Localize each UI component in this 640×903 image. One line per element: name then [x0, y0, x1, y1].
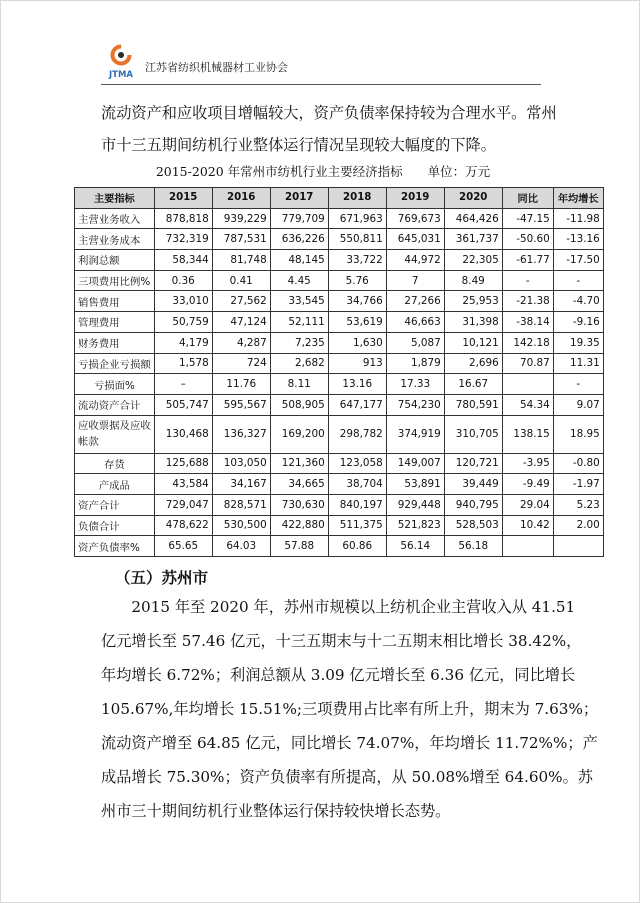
- table-cell: 54.34: [502, 394, 553, 415]
- table-cell: 136,327: [212, 415, 270, 453]
- table-cell: -: [553, 374, 603, 395]
- table-cell: 1,578: [154, 353, 212, 374]
- table-cell: 361,737: [444, 229, 502, 250]
- row-label: 销售费用: [75, 291, 155, 312]
- body-line-6: 成品增长 75.30%；资产负债率有所提高，从 50.08%增至 64.60%。苏: [101, 768, 593, 786]
- table-cell: 671,963: [328, 208, 386, 229]
- table-cell: 22,305: [444, 250, 502, 271]
- table-cell: 125,688: [154, 453, 212, 474]
- table-cell: 478,622: [154, 515, 212, 536]
- logo-text: JTMA: [109, 70, 133, 80]
- table-cell: 732,319: [154, 229, 212, 250]
- row-label: 流动资产合计: [75, 394, 155, 415]
- table-row: [75, 229, 604, 250]
- table-cell: 724: [212, 353, 270, 374]
- table-cell: 780,591: [444, 394, 502, 415]
- table-cell: -47.15: [502, 208, 553, 229]
- table-cell: 940,795: [444, 494, 502, 515]
- table-cell: -4.70: [553, 291, 603, 312]
- table-cell: 636,226: [270, 229, 328, 250]
- table-body: [75, 208, 604, 556]
- table-cell: 10.42: [502, 515, 553, 536]
- table-cell: 310,705: [444, 415, 502, 453]
- body-line-2: 亿元增长至 57.46 亿元，十三五期末与十二五期末相比增长 38.42%，: [101, 632, 582, 650]
- table-cell: 913: [328, 353, 386, 374]
- table-cell: -: [502, 270, 553, 291]
- table-row: [75, 374, 604, 395]
- row-label: 三项费用比例%: [75, 270, 155, 291]
- table-row: [75, 394, 604, 415]
- table-cell: -21.38: [502, 291, 553, 312]
- table-cell: 2.00: [553, 515, 603, 536]
- row-label: 亏损企业亏损额: [75, 353, 155, 374]
- table-cell: 34,665: [270, 474, 328, 495]
- row-label: 存货: [75, 453, 155, 474]
- table-cell: 422,880: [270, 515, 328, 536]
- body-line-5: 流动资产增至 64.85 亿元，同比增长 74.07%，年均增长 11.72%%；产: [101, 734, 598, 752]
- row-label: 管理费用: [75, 312, 155, 333]
- table-cell: 43,584: [154, 474, 212, 495]
- header-cell: 2019: [386, 188, 444, 209]
- table-cell: 53,891: [386, 474, 444, 495]
- table-row: [75, 536, 604, 557]
- table-row: [75, 208, 604, 229]
- table-cell: 2,696: [444, 353, 502, 374]
- body-line-1: 2015 年至 2020 年，苏州市规模以上纺机企业主营收入从 41.51: [101, 598, 576, 616]
- table-cell: 142.18: [502, 332, 553, 353]
- table-cell: 57.88: [270, 536, 328, 557]
- table-cell: 5.23: [553, 494, 603, 515]
- table-cell: 939,229: [212, 208, 270, 229]
- table-cell: 787,531: [212, 229, 270, 250]
- table-cell: 33,010: [154, 291, 212, 312]
- table-cell: 123,058: [328, 453, 386, 474]
- table-cell: 34,766: [328, 291, 386, 312]
- table-cell: 9.07: [553, 394, 603, 415]
- table-cell: 13.16: [328, 374, 386, 395]
- table-cell: 19.35: [553, 332, 603, 353]
- row-label: 资产合计: [75, 494, 155, 515]
- table-cell: 58,344: [154, 250, 212, 271]
- table-cell: 5,087: [386, 332, 444, 353]
- table-cell: 16.67: [444, 374, 502, 395]
- table-cell: 11.76: [212, 374, 270, 395]
- table-row: [75, 515, 604, 536]
- table-cell: 647,177: [328, 394, 386, 415]
- header-cell: 2016: [212, 188, 270, 209]
- table-row: [75, 270, 604, 291]
- table-row: [75, 250, 604, 271]
- table-cell: 828,571: [212, 494, 270, 515]
- row-label: 应收票据及应收帐款: [75, 415, 155, 453]
- row-label: 产成品: [75, 474, 155, 495]
- row-label: 利润总额: [75, 250, 155, 271]
- table-cell: -: [553, 270, 603, 291]
- table-cell: [502, 374, 553, 395]
- table-cell: 33,722: [328, 250, 386, 271]
- table-cell: 11.31: [553, 353, 603, 374]
- row-label: 资产负债率%: [75, 536, 155, 557]
- table-cell: 5.76: [328, 270, 386, 291]
- table-cell: 1,630: [328, 332, 386, 353]
- row-label: 主营业务成本: [75, 229, 155, 250]
- table-cell: 521,823: [386, 515, 444, 536]
- table-cell: 729,047: [154, 494, 212, 515]
- table-cell: 10,121: [444, 332, 502, 353]
- table-cell: 7: [386, 270, 444, 291]
- table-cell: 44,972: [386, 250, 444, 271]
- header-cell: 2020: [444, 188, 502, 209]
- table-cell: 730,630: [270, 494, 328, 515]
- table-cell: 81,748: [212, 250, 270, 271]
- table-cell: 48,145: [270, 250, 328, 271]
- header-cell: 2018: [328, 188, 386, 209]
- header-cell: 2017: [270, 188, 328, 209]
- header-cell: 主要指标: [75, 188, 155, 209]
- table-cell: 929,448: [386, 494, 444, 515]
- table-cell: 528,503: [444, 515, 502, 536]
- section-title: （五）苏州市: [115, 569, 209, 587]
- table-cell: -13.16: [553, 229, 603, 250]
- table-cell: 754,230: [386, 394, 444, 415]
- table-cell: 64.03: [212, 536, 270, 557]
- table-cell: -17.50: [553, 250, 603, 271]
- table-cell: 65.65: [154, 536, 212, 557]
- table-row: [75, 453, 604, 474]
- table-cell: 840,197: [328, 494, 386, 515]
- table-cell: [553, 536, 603, 557]
- table-cell: 530,500: [212, 515, 270, 536]
- table-cell: 464,426: [444, 208, 502, 229]
- table-cell: 298,782: [328, 415, 386, 453]
- table-cell: -38.14: [502, 312, 553, 333]
- table-row: [75, 312, 604, 333]
- table-cell: -0.80: [553, 453, 603, 474]
- table-cell: 645,031: [386, 229, 444, 250]
- table-cell: 374,919: [386, 415, 444, 453]
- table-cell: –: [154, 374, 212, 395]
- table-cell: -9.16: [553, 312, 603, 333]
- table-row: [75, 332, 604, 353]
- table-cell: 4.45: [270, 270, 328, 291]
- table-cell: 52,111: [270, 312, 328, 333]
- table-cell: 8.11: [270, 374, 328, 395]
- table-cell: 505,747: [154, 394, 212, 415]
- table-cell: -11.98: [553, 208, 603, 229]
- table-cell: -1.97: [553, 474, 603, 495]
- table-cell: -61.77: [502, 250, 553, 271]
- table-cell: 50,759: [154, 312, 212, 333]
- body-line-7: 州市三十期间纺机行业整体运行保持较快增长态势。: [101, 802, 451, 820]
- table-cell: 4,179: [154, 332, 212, 353]
- table-cell: 56.14: [386, 536, 444, 557]
- table-row: [75, 415, 604, 453]
- table-cell: -9.49: [502, 474, 553, 495]
- table-cell: 39,449: [444, 474, 502, 495]
- table-header-row: [75, 188, 604, 209]
- header-cell: 同比: [502, 188, 553, 209]
- table-cell: 31,398: [444, 312, 502, 333]
- table-cell: 8.49: [444, 270, 502, 291]
- table-cell: 18.95: [553, 415, 603, 453]
- table-cell: 550,811: [328, 229, 386, 250]
- table-row: [75, 353, 604, 374]
- row-label: 财务费用: [75, 332, 155, 353]
- table-cell: 38,704: [328, 474, 386, 495]
- table-cell: 1,879: [386, 353, 444, 374]
- table-cell: 511,375: [328, 515, 386, 536]
- table-cell: [502, 536, 553, 557]
- table-cell: 70.87: [502, 353, 553, 374]
- table-cell: 120,721: [444, 453, 502, 474]
- table-cell: -50.60: [502, 229, 553, 250]
- table-cell: 60.86: [328, 536, 386, 557]
- table-cell: 769,673: [386, 208, 444, 229]
- table-caption: 2015-2020 年常州市纺机行业主要经济指标 单位：万元: [155, 164, 491, 179]
- table-cell: 17.33: [386, 374, 444, 395]
- table-cell: 878,818: [154, 208, 212, 229]
- table-cell: 47,124: [212, 312, 270, 333]
- economic-indicators-table: [74, 187, 604, 557]
- org-name: 江苏省纺织机械器材工业协会: [145, 61, 288, 74]
- table-cell: 27,266: [386, 291, 444, 312]
- table-cell: 7,235: [270, 332, 328, 353]
- table-cell: 4,287: [212, 332, 270, 353]
- table-cell: 33,545: [270, 291, 328, 312]
- header-cell: 年均增长: [553, 188, 603, 209]
- jtma-logo: [103, 43, 139, 81]
- body-line-4: 105.67%,年均增长 15.51%;三项费用占比率有所上升，期末为 7.63%；: [101, 700, 599, 718]
- row-label: 负债合计: [75, 515, 155, 536]
- table-row: [75, 474, 604, 495]
- row-label: 主营业务收入: [75, 208, 155, 229]
- table-row: [75, 494, 604, 515]
- table-cell: 103,050: [212, 453, 270, 474]
- table-cell: 779,709: [270, 208, 328, 229]
- table-cell: 149,007: [386, 453, 444, 474]
- table-cell: 34,167: [212, 474, 270, 495]
- table-cell: 169,200: [270, 415, 328, 453]
- table-cell: 138.15: [502, 415, 553, 453]
- intro-line-1: 流动资产和应收项目增幅较大，资产负债率保持较为合理水平。常州: [101, 104, 557, 122]
- table-cell: 2,682: [270, 353, 328, 374]
- table-cell: 53,619: [328, 312, 386, 333]
- table-cell: 56.18: [444, 536, 502, 557]
- table-cell: 0.41: [212, 270, 270, 291]
- header-cell: 2015: [154, 188, 212, 209]
- table-cell: 121,360: [270, 453, 328, 474]
- table-cell: 46,663: [386, 312, 444, 333]
- table-cell: 27,562: [212, 291, 270, 312]
- body-line-3: 年均增长 6.72%；利润总额从 3.09 亿元增长至 6.36 亿元，同比增长: [101, 666, 576, 684]
- table-cell: 29.04: [502, 494, 553, 515]
- table-cell: -3.95: [502, 453, 553, 474]
- table-cell: 595,567: [212, 394, 270, 415]
- table-cell: 508,905: [270, 394, 328, 415]
- row-label: 亏损面%: [75, 374, 155, 395]
- table-cell: 0.36: [154, 270, 212, 291]
- table-cell: 130,468: [154, 415, 212, 453]
- intro-line-2: 市十三五期间纺机行业整体运行情况呈现较大幅度的下降。: [101, 136, 496, 154]
- header-divider: [101, 84, 541, 85]
- table-cell: 25,953: [444, 291, 502, 312]
- table-row: [75, 291, 604, 312]
